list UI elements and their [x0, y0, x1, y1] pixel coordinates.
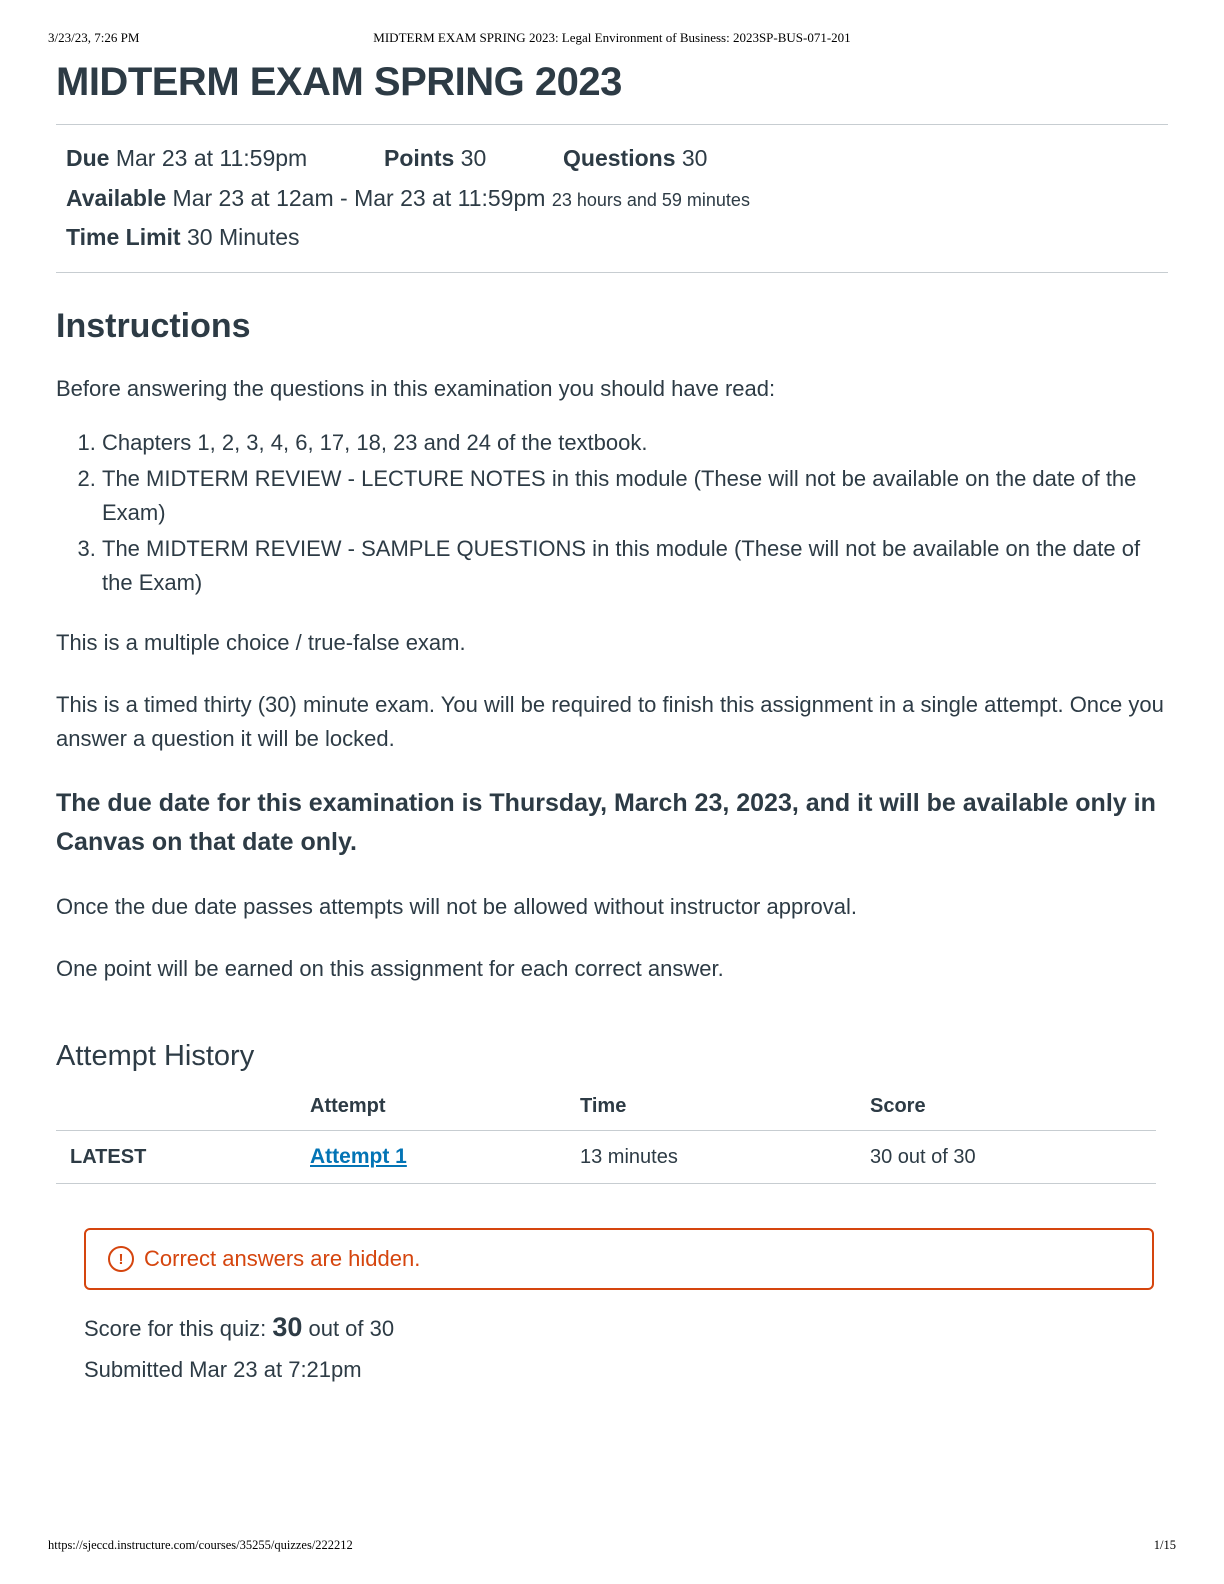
list-item: 2. The MIDTERM REVIEW - LECTURE NOTES in this module (These will not be available on the date of the Exam) — [102, 462, 1168, 530]
table-header-row — [56, 1087, 1156, 1131]
list-item: 1. Chapters 1, 2, 3, 4, 6, 17, 18, 23 and 24 of the textbook. — [102, 426, 1168, 460]
instructions-due-date-note: The due date for this examination is Thursday, March 23, 2023, and it will be available only in Canvas on that date only. — [56, 789, 1156, 857]
page-title: MIDTERM EXAM SPRING 2023 — [56, 60, 622, 104]
instructions-late-policy: Once the due date passes attempts will not be allowed without instructor approval. — [56, 893, 858, 919]
table-row — [56, 1131, 1156, 1184]
column-header-flag — [56, 1087, 310, 1131]
score-prefix: Score for this quiz: — [84, 1316, 267, 1342]
attempt-link-cell — [310, 1131, 580, 1184]
quiz-meta-row-time-limit — [66, 218, 1168, 258]
attempt-score: 30 out of 30 — [870, 1131, 1156, 1184]
instructions-intro: Before answering the questions in this examination you should have read: — [56, 375, 776, 401]
due-label: Due — [66, 145, 110, 171]
points-value: 30 — [460, 145, 487, 171]
footer-url: https://sjeccd.instructure.com/courses/35255/quizzes/222212 — [48, 1538, 353, 1552]
quiz-meta-box — [56, 124, 1168, 273]
attempt-history-table — [56, 1087, 1156, 1184]
questions-value: 30 — [681, 145, 708, 171]
available-value: Mar 23 at 12am - Mar 23 at 11:59pm — [172, 184, 546, 211]
questions-label: Questions — [563, 145, 676, 171]
instructions-format: This is a multiple choice / true-false exam. — [56, 630, 466, 656]
available-label: Available — [66, 184, 167, 211]
warning-icon: ! — [108, 1246, 134, 1272]
column-header-time: Time — [580, 1087, 870, 1131]
column-header-score: Score — [870, 1087, 1156, 1131]
print-footer — [0, 1538, 1224, 1556]
print-header — [0, 30, 1224, 48]
document-content — [56, 58, 1168, 1383]
instructions-points-policy: One point will be earned on this assignment for each correct answer. — [56, 956, 724, 982]
instructions-timed: This is a timed thirty (30) minute exam. You will be required to finish this assignment in a single attempt. Once you answer a question it will be locked. — [56, 692, 1164, 752]
attempt-history-heading: Attempt History — [56, 1040, 255, 1073]
time-limit-value: 30 Minutes — [187, 224, 300, 251]
print-document-title: MIDTERM EXAM SPRING 2023: Legal Environment of Business: 2023SP-BUS-071-201 — [373, 30, 851, 45]
score-value: 30 — [272, 1312, 303, 1343]
quiz-score-line — [84, 1312, 1168, 1343]
alert-message: Correct answers are hidden. — [144, 1246, 421, 1272]
hidden-answers-alert — [84, 1228, 1154, 1290]
column-header-attempt: Attempt — [310, 1087, 580, 1131]
instructions-list — [56, 426, 1168, 600]
attempt-time: 13 minutes — [580, 1131, 870, 1184]
due-value: Mar 23 at 11:59pm — [115, 145, 308, 171]
instructions-heading: Instructions — [56, 306, 251, 345]
quiz-meta-row-due — [66, 139, 1168, 179]
attempt-latest-flag: LATEST — [56, 1131, 310, 1184]
points-label: Points — [383, 145, 455, 171]
time-limit-label: Time Limit — [66, 224, 181, 251]
submitted-line: Submitted Mar 23 at 7:21pm — [84, 1357, 362, 1383]
footer-page-number: 1/15 — [1153, 1538, 1176, 1552]
list-item: 3. The MIDTERM REVIEW - SAMPLE QUESTIONS in this module (These will not be available on the date of the Exam) — [102, 532, 1168, 600]
quiz-meta-row-available — [66, 179, 1168, 219]
print-timestamp: 3/23/23, 7:26 PM — [48, 30, 140, 45]
score-suffix: out of 30 — [308, 1316, 395, 1342]
available-duration: 23 hours and 59 minutes — [551, 189, 750, 210]
attempt-1-link[interactable]: Attempt 1 — [310, 1145, 407, 1169]
